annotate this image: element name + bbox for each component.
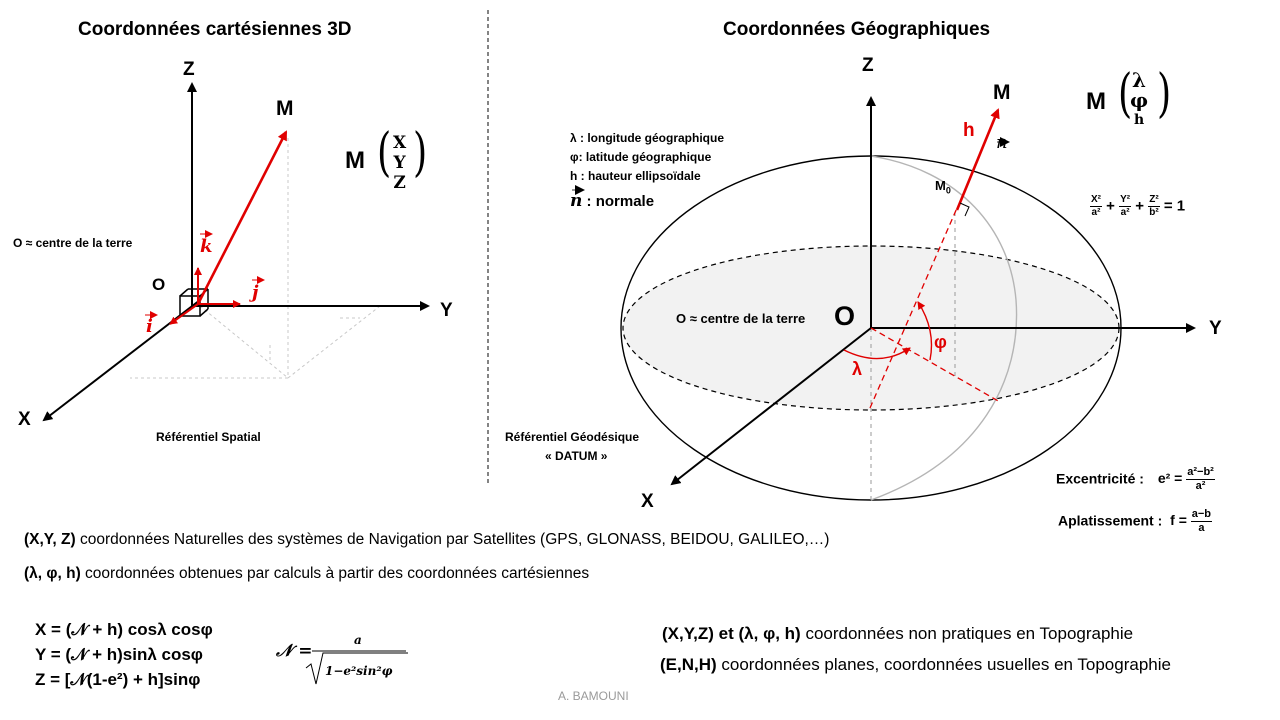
note-lph: (λ, φ, h) coordonnées obtenues par calculs à partir des coordonnées cartésiennes [24, 565, 590, 582]
ellipsoid-equation: $\frac{\text{X²}}{\text{a²}}$ + $\frac{\text{Y²}}{\text{a²}}$ + $\frac{\text{Z²}}{\text{b²}}$ = 1 [1091, 194, 1186, 218]
unit-j-label: j [252, 282, 259, 303]
geo-matrix-h: h [1133, 112, 1145, 128]
geo-origin-note: O ≈ centre de la terre [676, 311, 806, 326]
lambda-label: λ [852, 359, 863, 379]
cart-y-label: Y [440, 300, 453, 321]
formula-z: Z = [𝒩(1-e²) + h]sinφ [35, 670, 201, 689]
cart-matrix-rparen: ) [413, 123, 428, 183]
phi-label: φ [934, 332, 947, 352]
cart-point-label: M [276, 97, 294, 120]
unit-i-label: i [146, 316, 153, 337]
formula-y: Y = (𝒩 + h)sinλ cosφ [35, 645, 203, 664]
cartesian-diagram [44, 84, 428, 420]
geo-ref-label-1: Référentiel Géodésique [505, 430, 640, 444]
geo-matrix-phi: φ [1130, 88, 1149, 112]
legend-lambda: λ : longitude géographique [570, 131, 724, 145]
geo-matrix-rparen: ) [1157, 64, 1172, 124]
author-credit: A. BAMOUNI [558, 689, 629, 703]
geo-matrix-lambda: λ [1132, 68, 1147, 92]
formula-n-num: a [354, 633, 362, 647]
eccentricity-formula: Excentricité : e² = $\frac{\text{a²−b²}}{\text{a²}}$ [1056, 466, 1214, 493]
geo-origin-label: O [834, 301, 856, 331]
cart-origin-note: O ≈ centre de la terre [13, 236, 133, 250]
geo-x-label: X [641, 491, 654, 512]
cart-origin-label: O [152, 275, 166, 294]
unit-i-vector [170, 304, 198, 324]
unit-k-label: k [200, 236, 213, 257]
right-angle-icon [960, 203, 969, 216]
note-xyz: (X,Y, Z) coordonnées Naturelles des systèmes de Navigation par Satellites (GPS, GLONASS, BEIDOU, GALILEO,…) [24, 531, 830, 548]
cart-matrix-lparen: ( [377, 123, 392, 183]
geo-z-label: Z [862, 55, 874, 76]
legend-n-symbol: n [570, 191, 583, 211]
geo-matrix-values [1130, 70, 1148, 130]
formula-n-lhs: 𝒩 = [276, 641, 313, 661]
cart-x-label: X [18, 409, 31, 430]
eq-term-z: $\frac{\text{Z²}}{\text{b²}}$ [1149, 194, 1159, 218]
cartesian-title: Coordonnées cartésiennes 3D [78, 19, 352, 40]
cart-matrix-name: M [345, 147, 365, 174]
eq-term-x: $\frac{\text{X²}}{\text{a²}}$ [1091, 194, 1101, 218]
cart-ref-label: Référentiel Spatial [156, 430, 261, 444]
geo-y-label: Y [1209, 318, 1222, 339]
cart-matrix-values [393, 133, 406, 193]
summary-line-1: (X,Y,Z) et (λ, φ, h) coordonnées non pratiques en Topographie [662, 624, 1134, 643]
formula-x: X = (𝒩 + h) cosλ cosφ [35, 620, 213, 639]
geographic-title: Coordonnées Géographiques [723, 19, 991, 40]
geo-point-label: M [993, 81, 1011, 104]
formula-n-den: 1−e²sin²φ [325, 664, 393, 678]
legend-phi: φ: latitude géographique [570, 150, 712, 164]
cart-matrix-x: X [393, 133, 407, 153]
cart-z-label: Z [183, 59, 195, 80]
geo-matrix-name: M [1086, 88, 1106, 115]
eq-term-y: $\frac{\text{Y²}}{\text{a²}}$ [1120, 194, 1131, 218]
flattening-formula: Aplatissement : f = $\frac{a-b}{a}$ [1058, 508, 1212, 535]
cart-x-axis [44, 300, 200, 420]
m0-label: $M_0$ [935, 178, 951, 196]
om-vector [198, 132, 286, 304]
h-label: h [963, 120, 975, 141]
geo-ref-label-2: « DATUM » [545, 449, 608, 463]
legend-h: h : hauteur ellipsoïdale [570, 169, 701, 183]
cart-matrix-y: Y [393, 153, 406, 173]
legend-normal: n : normale [570, 191, 655, 211]
normal-n-label: n [996, 132, 1008, 153]
cart-matrix-z: Z [393, 173, 406, 193]
geo-matrix-lparen: ( [1118, 64, 1133, 124]
summary-line-2: (E,N,H) coordonnées planes, coordonnées usuelles en Topographie [660, 655, 1171, 674]
